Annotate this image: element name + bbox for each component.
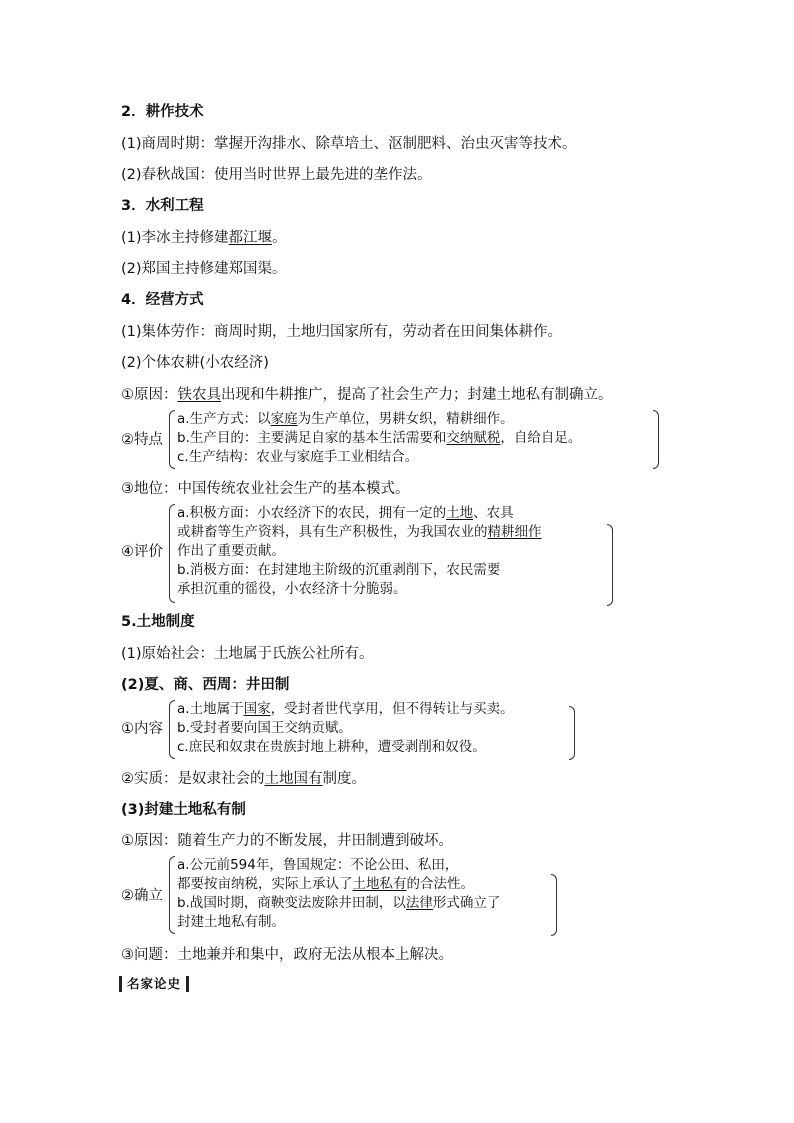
- establish-b1: b.战国时期，商鞅变法废除井田制，以法律形式确立了: [177, 895, 501, 911]
- establish-b2: 封建土地私有制。: [177, 914, 285, 930]
- heading-water-projects: 3．水利工程: [121, 198, 204, 214]
- farming-chunqiu: (2)春秋战国：使用当时世界上最先进的垄作法。: [121, 167, 432, 183]
- left-brace: [169, 410, 175, 469]
- eval-positive-2: 或耕畜等生产资料，具有生产积极性，为我国农业的精耕细作: [177, 524, 542, 540]
- well-field-system: (2)夏、商、西周：井田制: [121, 677, 290, 693]
- eval-negative-1: b.消极方面：在封建地主阶级的沉重剥削下，农民需要: [177, 562, 501, 578]
- features-label: ②特点: [121, 432, 163, 448]
- right-brace: [569, 706, 575, 760]
- left-brace: [169, 856, 175, 934]
- private-reason: ①原因：随着生产力的不断发展，井田制遭到破坏。: [121, 833, 453, 849]
- heading-land-system: 5.土地制度: [121, 614, 195, 630]
- problem-line: ③问题：土地兼并和集中，政府无法从根本上解决。: [121, 947, 453, 963]
- content-c: c.庶民和奴隶在贵族封地上耕种，遭受剥削和奴役。: [177, 739, 486, 755]
- private-land-system: (3)封建土地私有制: [121, 802, 246, 818]
- individual-reason: ①原因：铁农具出现和牛耕推广，提高了社会生产力；封建土地私有制确立。: [121, 387, 613, 403]
- establish-a1: a.公元前594年，鲁国规定：不论公田、私田，: [177, 857, 459, 873]
- feature-c: c.生产结构：农业与家庭手工业相结合。: [177, 449, 419, 465]
- status-line: ③地位：中国传统农业社会生产的基本模式。: [121, 481, 410, 497]
- left-brace: [169, 504, 175, 603]
- water-dujiangyan: (1)李冰主持修建都江堰。: [121, 230, 287, 246]
- left-brace: [169, 700, 175, 759]
- heading-management: 4．经营方式: [121, 292, 204, 308]
- eval-negative-2: 承担沉重的徭役，小农经济十分脆弱。: [177, 581, 407, 597]
- evaluation-label: ④评价: [121, 544, 163, 560]
- establish-a2: 都要按亩纳税，实际上承认了土地私有的合法性。: [177, 876, 474, 892]
- right-brace: [551, 874, 557, 936]
- feature-a: a.生产方式：以家庭为生产单位，男耕女织，精耕细作。: [177, 411, 514, 427]
- right-brace: [653, 410, 659, 469]
- content-b: b.受封者要向国王交纳贡赋。: [177, 720, 352, 736]
- content-a: a.土地属于国家，受封者世代享用，但不得转让与买卖。: [177, 701, 514, 717]
- eval-positive-1: a.积极方面：小农经济下的农民，拥有一定的土地、农具: [177, 505, 514, 521]
- essence-line: ②实质：是奴隶社会的土地国有制度。: [121, 771, 366, 787]
- primitive-society: (1)原始社会：土地属于氏族公社所有。: [121, 646, 374, 662]
- farming-shang-zhou: (1)商周时期：掌握开沟排水、除草培土、沤制肥料、治虫灭害等技术。: [121, 136, 577, 152]
- heading-farming-tech: 2．耕作技术: [121, 104, 204, 120]
- establish-label: ②确立: [121, 888, 163, 904]
- section-tag: 名家论史: [119, 976, 189, 992]
- collective-labor: (1)集体劳作：商周时期，土地归国家所有，劳动者在田间集体耕作。: [121, 324, 563, 340]
- right-brace: [607, 524, 613, 606]
- individual-farming: (2)个体农耕(小农经济): [121, 355, 269, 371]
- feature-b: b.生产目的：主要满足自家的基本生活需要和交纳赋税，自给自足。: [177, 430, 582, 446]
- water-zhengguo: (2)郑国主持修建郑国渠。: [121, 261, 287, 277]
- eval-positive-3: 作出了重要贡献。: [177, 543, 285, 559]
- content-label: ①内容: [121, 721, 163, 737]
